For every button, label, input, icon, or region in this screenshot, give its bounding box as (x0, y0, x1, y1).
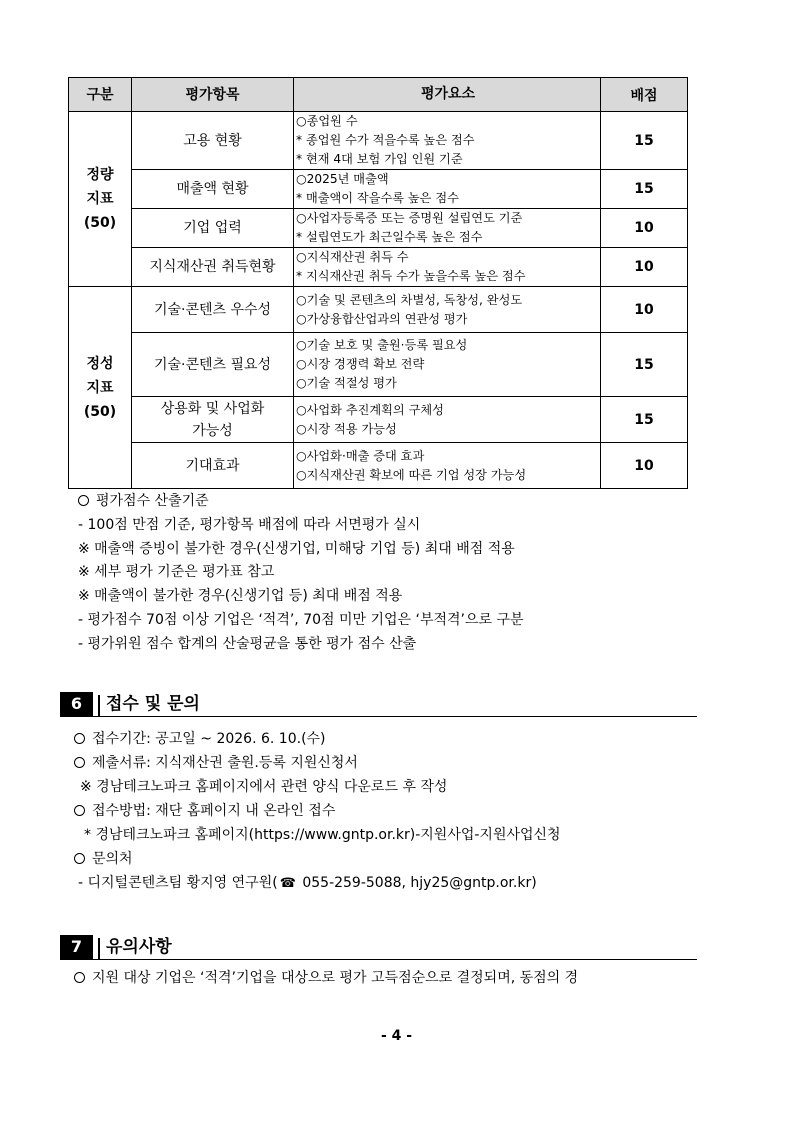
item-cell (132, 397, 294, 443)
circle-bullet-icon (74, 805, 85, 816)
elements-cell (294, 112, 601, 170)
element-line: ○사업화 추진계획의 구체성 (296, 402, 444, 417)
item-cell (132, 333, 294, 397)
table-row (69, 112, 688, 170)
section-title: 유의사항 (106, 937, 172, 957)
item-label: 기업 업력 (183, 220, 242, 236)
element-line: ○사업화·매출 증대 효과 (296, 448, 425, 463)
element-line: ○사업자등록증 또는 증명원 설립연도 기준 (296, 211, 523, 225)
header-category: 구분 (69, 78, 132, 112)
item-label: 기술·콘텐츠 우수성 (153, 301, 272, 318)
documents-note: ※ 경남테크노파크 홈페이지에서 관련 양식 다운로드 후 작성 (80, 779, 448, 795)
header-elements: 평가요소 (294, 78, 601, 112)
score-cell: 15 (601, 397, 688, 443)
table-body (69, 112, 688, 489)
item-label: 가능성 (192, 422, 233, 439)
element-line: * 매출액이 작을수록 높은 점수 (296, 191, 459, 205)
elements-cell (294, 287, 601, 333)
element-line: ○종업원 수 (296, 114, 358, 128)
item-cell (132, 287, 294, 333)
element-line: ○기술 적절성 평가 (296, 376, 397, 390)
contact-title-line: 문의처 (74, 847, 561, 871)
category-label: 정성 (86, 355, 114, 372)
element-line: ○2025년 매출액 (296, 172, 389, 186)
category-label: (50) (83, 215, 117, 231)
criteria-line: - 100점 만점 기준, 평가항목 배점에 따라 서면평가 실시 (78, 516, 421, 533)
phone-icon: ☎ (279, 876, 296, 891)
section-number: 6 (60, 692, 93, 716)
item-cell (132, 112, 294, 170)
section-7-content (74, 966, 578, 990)
evaluation-table (68, 77, 688, 489)
element-line: * 현재 4대 보험 가입 인원 기준 (296, 152, 463, 166)
method-note: * 경남테크노파크 홈페이지(https://www.gntp.or.kr)-지원사업-지원사업신청 (84, 827, 561, 843)
item-label: 지식재산권 취득현황 (149, 259, 276, 275)
item-label: 고용 현황 (183, 132, 242, 149)
contact-line: - 디지털콘텐츠팀 황지영 연구원( ☎ 055-259-5088, hjy25@gntp.or.kr) (74, 871, 561, 895)
item-cell (132, 248, 294, 287)
section-6-heading (60, 692, 697, 717)
scoring-criteria (78, 490, 524, 657)
criteria-title: 평가점수 산출기준 (96, 493, 209, 509)
circle-bullet-icon (74, 733, 85, 744)
item-cell (132, 170, 294, 209)
section-6-content (74, 727, 561, 895)
application-method: 접수방법: 재단 홈페이지 내 온라인 접수 (74, 799, 561, 823)
circle-bullet-icon (74, 853, 85, 864)
item-cell (132, 443, 294, 489)
criteria-line: - 평가점수 70점 이상 기업은 ‘적격’, 70점 미만 기업은 ‘부적격’으로 구분 (78, 611, 524, 628)
circle-bullet-icon (78, 495, 89, 506)
section-number: 7 (60, 935, 93, 959)
page-number: - 4 - (380, 1028, 413, 1044)
circle-bullet-icon (74, 972, 85, 983)
elements-cell (294, 397, 601, 443)
table-row (69, 443, 688, 489)
score-cell: 15 (601, 112, 688, 170)
application-period: 접수기간: 공고일 ~ 2026. 6. 10.(수) (74, 727, 561, 751)
element-line: ○시장 경쟁력 확보 전략 (296, 357, 425, 371)
element-line: * 지식재산권 취득 수가 높을수록 높은 점수 (296, 269, 526, 283)
criteria-line: ※ 매출액 증빙이 불가한 경우(신생기업, 미해당 기업 등) 최대 배점 적용 (78, 540, 515, 557)
score-cell: 15 (601, 170, 688, 209)
elements-cell (294, 333, 601, 397)
score-cell: 15 (601, 333, 688, 397)
section-divider (98, 695, 100, 716)
category-label: 지표 (86, 191, 114, 207)
section-divider (98, 938, 100, 959)
table-header-row (69, 78, 688, 112)
score-cell: 10 (601, 248, 688, 287)
header-item: 평가항목 (132, 78, 294, 112)
required-documents: 제출서류: 지식재산권 출원.등록 지원신청서 (74, 751, 561, 775)
header-score: 배점 (601, 78, 688, 112)
element-line: ○기술 및 콘텐츠의 차별성, 독창성, 완성도 (296, 292, 523, 307)
criteria-line: ※ 세부 평가 기준은 평가표 참고 (78, 564, 275, 581)
circle-bullet-icon (74, 757, 85, 768)
item-label: 기대효과 (185, 457, 240, 474)
elements-cell (294, 443, 601, 489)
element-line: * 설립연도가 최근일수록 높은 점수 (296, 230, 483, 244)
notice-line: 지원 대상 기업은 ‘적격’기업을 대상으로 평가 고득점순으로 결정되며, 동점의 경 (74, 966, 578, 990)
table-row (69, 209, 688, 248)
section-title: 접수 및 문의 (106, 694, 200, 714)
element-line: ○지식재산권 취득 수 (296, 250, 409, 264)
section-7-heading (60, 935, 697, 960)
criteria-title-line (78, 490, 524, 514)
item-cell (132, 209, 294, 248)
element-line: ○지식재산권 확보에 따른 기업 성장 가능성 (296, 467, 527, 482)
item-label: 상용화 및 사업화 (160, 400, 265, 417)
category-cell (69, 287, 132, 489)
category-label: 지표 (86, 379, 114, 396)
table-row (69, 287, 688, 333)
table-row (69, 248, 688, 287)
score-cell: 10 (601, 287, 688, 333)
table-row (69, 333, 688, 397)
criteria-line: - 평가위원 점수 합계의 산술평균을 통한 평가 점수 산출 (78, 635, 417, 652)
table-row (69, 397, 688, 443)
element-line: * 종업원 수가 적을수록 높은 점수 (296, 133, 475, 147)
item-label: 매출액 현황 (176, 181, 249, 197)
category-label: (50) (83, 403, 117, 420)
category-cell (69, 112, 132, 287)
table-row (69, 170, 688, 209)
element-line: ○가상융합산업과의 연관성 평가 (296, 311, 468, 326)
element-line: ○기술 보호 및 출원·등록 필요성 (296, 338, 468, 352)
elements-cell (294, 209, 601, 248)
elements-cell (294, 170, 601, 209)
elements-cell (294, 248, 601, 287)
score-cell: 10 (601, 209, 688, 248)
element-line: ○시장 적용 가능성 (296, 421, 397, 436)
criteria-line: ※ 매출액이 불가한 경우(신생기업 등) 최대 배점 적용 (78, 588, 403, 605)
category-label: 정량 (86, 167, 114, 183)
score-cell: 10 (601, 443, 688, 489)
item-label: 기술·콘텐츠 필요성 (153, 356, 272, 373)
